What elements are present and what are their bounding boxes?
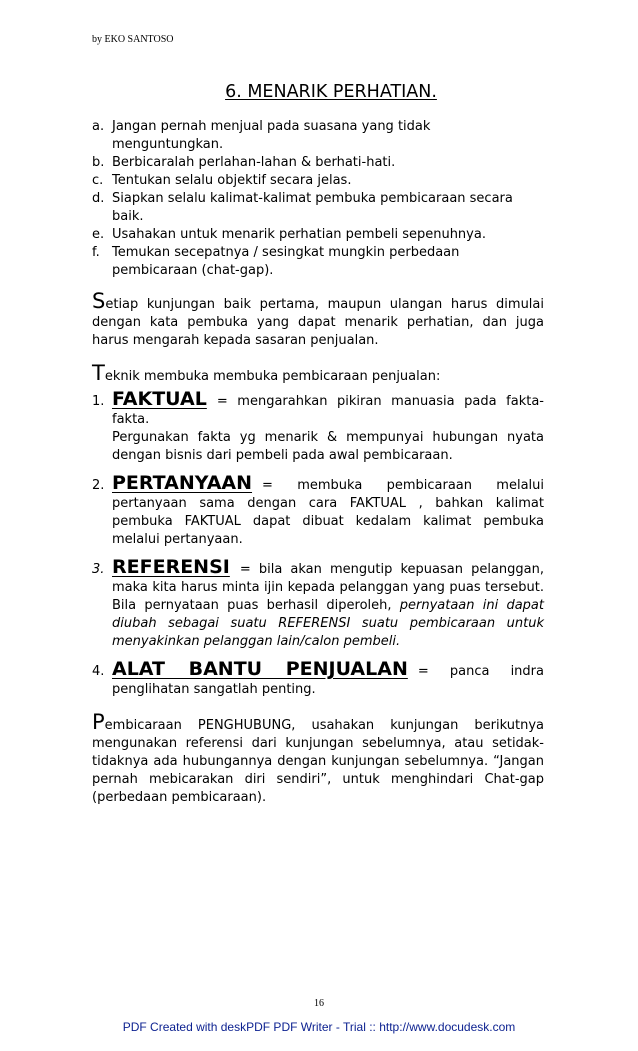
item-continuation	[92, 579, 544, 651]
item-text: = mengarahkan pikiran manuasia pada fakta-fakta.	[112, 394, 544, 427]
keyword: ALAT BANTU PENJUALAN	[112, 658, 408, 680]
item-continuation: Pergunakan fakta yg menarik & mempunyai hubungan nyata dengan bisnis dari pembeli pada awal pembicaraan.	[112, 430, 544, 463]
italic-text: pernyataan ini dapat diubah sebagai suatu REFERENSI suatu pembicaraan untuk menyakinkan pelanggan lain/calon pembeli.	[112, 598, 544, 649]
list-marker: d.	[92, 191, 105, 206]
list-number: 2.	[92, 478, 105, 493]
item-text: = panca indra	[417, 664, 544, 679]
list-text: Tentukan selalu objektif secara jelas.	[112, 173, 352, 188]
list-number: 3.	[92, 562, 105, 577]
list-item	[92, 244, 544, 280]
list-item	[92, 172, 544, 190]
alpha-list	[92, 118, 544, 280]
list-text: Usahakan untuk menarik perhatian pembeli sepenuhnya.	[112, 227, 486, 242]
drop-letter: P	[92, 710, 105, 734]
drop-letter: T	[92, 361, 105, 385]
list-item	[92, 226, 544, 244]
keyword: FAKTUAL	[112, 388, 207, 410]
paragraph-technique	[92, 361, 544, 386]
numbered-list	[92, 390, 544, 699]
page-number: 16	[314, 998, 324, 1009]
list-item	[92, 118, 544, 154]
list-item	[92, 190, 544, 226]
content	[92, 118, 544, 807]
list-item	[92, 558, 544, 651]
list-marker: a.	[92, 119, 105, 134]
paragraph-text: eknik membuka membuka pembicaraan penjualan:	[104, 369, 441, 384]
list-item	[92, 660, 544, 699]
paragraph-intro	[92, 289, 544, 350]
section-title: 6. MENARIK PERHATIAN.	[225, 82, 437, 102]
list-item	[92, 154, 544, 172]
item-continuation: penglihatan sangatlah penting.	[112, 682, 316, 697]
paragraph-connector	[92, 710, 544, 807]
list-item	[92, 390, 544, 465]
item-text: = bila akan mengutip kepuasan pelanggan,	[239, 562, 544, 577]
page-header: by EKO SANTOSO	[92, 34, 174, 45]
keyword: REFERENSI	[112, 556, 230, 578]
pdf-footer: PDF Created with deskPDF PDF Writer - Trial :: http://www.docudesk.com	[122, 1020, 516, 1034]
list-item	[92, 474, 544, 549]
list-text: Berbicaralah perlahan-lahan & berhati-hati.	[112, 155, 396, 170]
list-text: Jangan pernah menjual pada suasana yang tidak menguntungkan.	[112, 119, 431, 152]
list-marker: f.	[92, 245, 100, 260]
list-number: 1.	[92, 394, 105, 409]
list-marker: b.	[92, 155, 105, 170]
list-text: Siapkan selalu kalimat-kalimat pembuka pembicaraan secara baik.	[112, 191, 513, 224]
item-text: maka kita harus minta ijin kepada pelanggan yang puas tersebut. Bila pernyataan puas berhasil diperoleh,	[112, 580, 544, 613]
list-text: Temukan secepatnya / sesingkat mungkin perbedaan pembicaraan (chat-gap).	[112, 245, 460, 278]
paragraph-text: etiap kunjungan baik pertama, maupun ulangan harus dimulai dengan kata pembuka yang dapat menarik perhatian, dan juga harus mengarah kepada sasaran penjualan.	[92, 297, 544, 348]
keyword: PERTANYAAN	[112, 472, 253, 494]
paragraph-text: embicaraan PENGHUBUNG, usahakan kunjungan berikutnya mengunakan referensi dari kunjungan sebelumnya, atau setidak-tidaknya ada hubungannya dengan kunjungan sebelumnya. “Jangan pernah mebicarakan diri sendiri”, untuk menghindari Chat-gap (perbedaan pembicaraan).	[92, 718, 544, 805]
item-text: = membuka pembicaraan melalui	[262, 478, 544, 493]
item-continuation: pertanyaan sama dengan cara FAKTUAL , bahkan kalimat pembuka FAKTUAL dapat dibuat kedalam kalimat pembuka melalui pertanyaan.	[112, 496, 544, 547]
list-marker: c.	[92, 173, 104, 188]
list-marker: e.	[92, 227, 105, 242]
list-number: 4.	[92, 664, 105, 679]
drop-letter: S	[92, 289, 106, 313]
